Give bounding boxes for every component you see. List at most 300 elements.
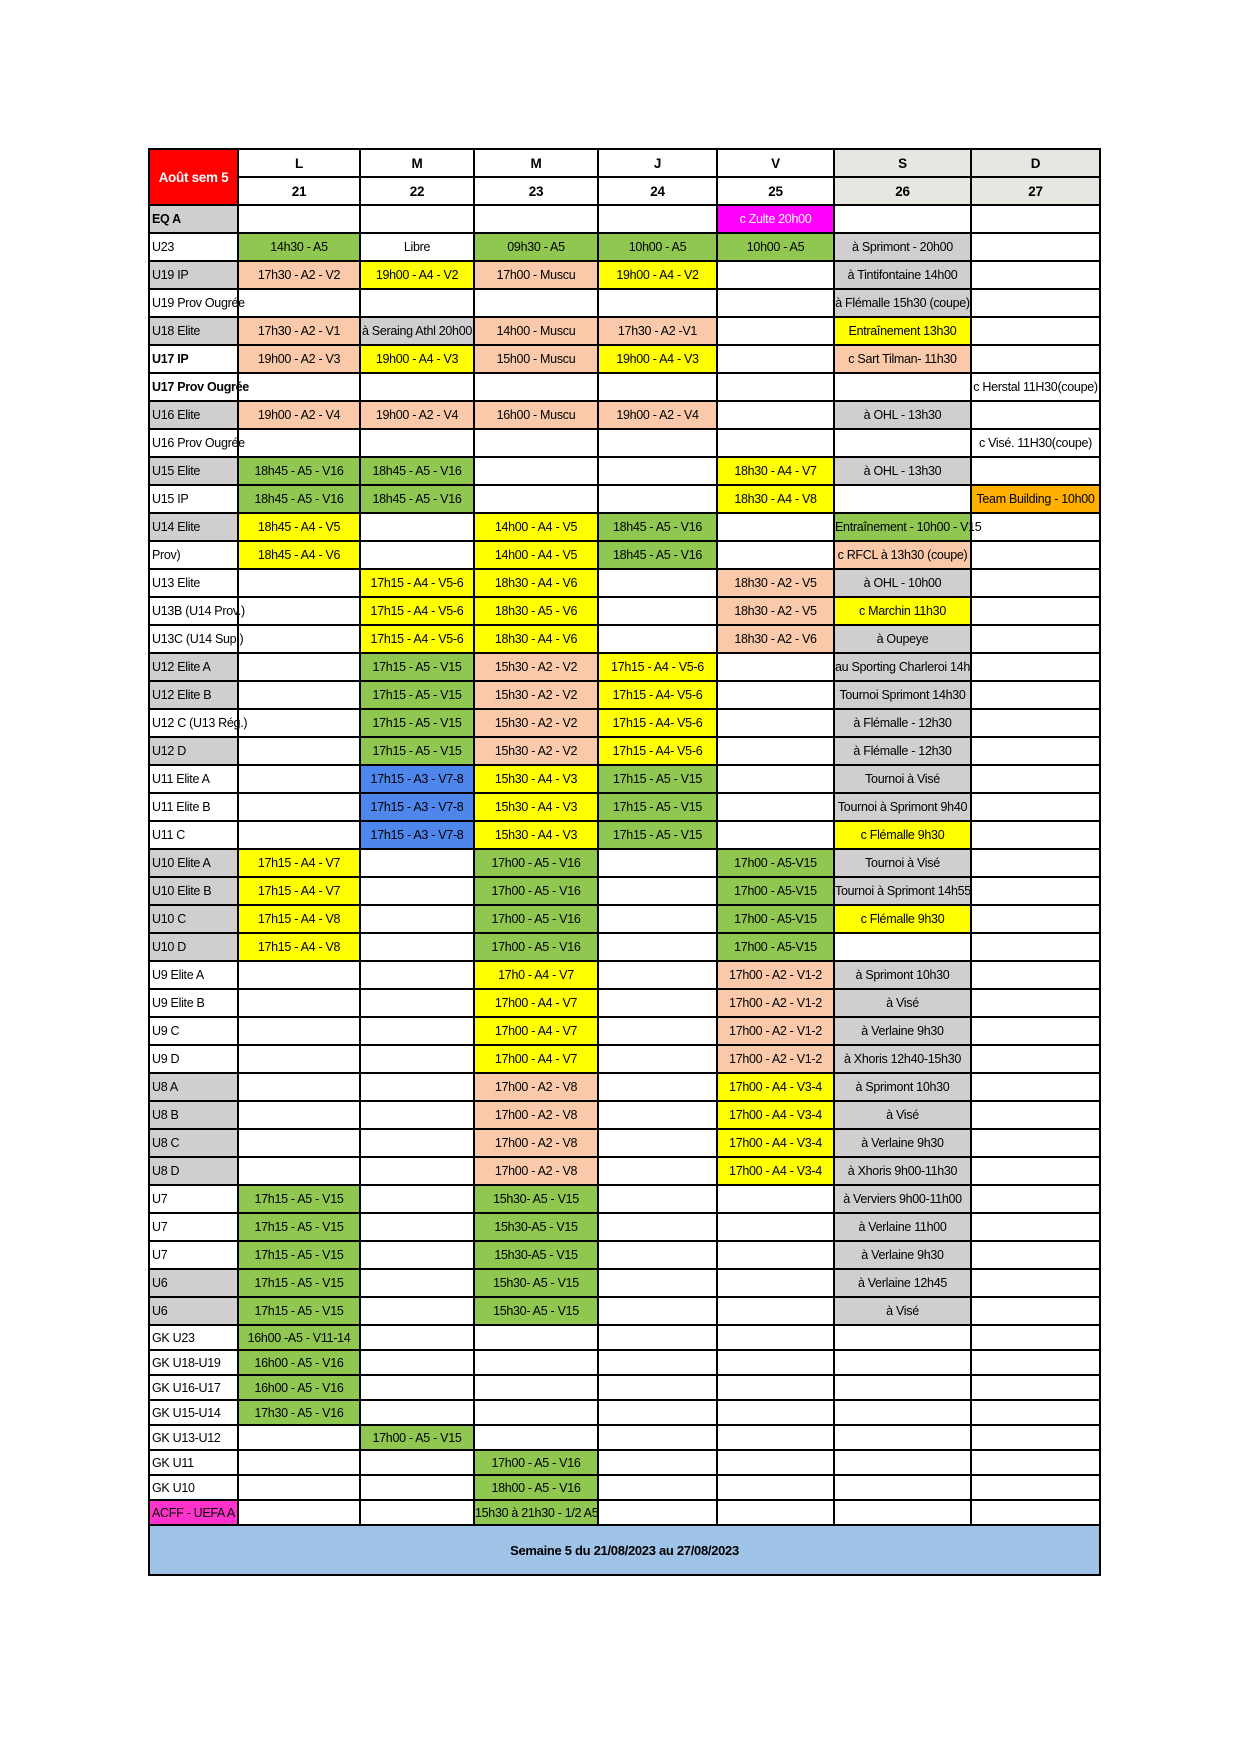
- session-cell: 17h15 - A4- V5-6: [598, 681, 717, 709]
- session-cell: [971, 1475, 1100, 1500]
- session-cell: 18h45 - A5 - V16: [238, 457, 360, 485]
- team-label: U8 C: [149, 1129, 238, 1157]
- session-cell: [238, 289, 360, 317]
- session-cell: 15h30 - A2 - V2: [474, 681, 598, 709]
- schedule-row: [149, 1375, 1100, 1400]
- session-cell: [971, 625, 1100, 653]
- team-label: U10 C: [149, 905, 238, 933]
- team-label: U10 D: [149, 933, 238, 961]
- schedule-row: [149, 961, 1100, 989]
- team-label: U12 Elite B: [149, 681, 238, 709]
- week-footer: Semaine 5 du 21/08/2023 au 27/08/2023: [149, 1525, 1100, 1575]
- session-cell: [717, 737, 834, 765]
- session-cell: [474, 429, 598, 457]
- session-cell: [360, 1500, 474, 1525]
- schedule-row: [149, 653, 1100, 681]
- session-cell: Tournoi à Visé: [834, 765, 971, 793]
- session-cell: [971, 513, 1100, 541]
- session-cell: [238, 765, 360, 793]
- session-cell: 18h30 - A2 - V5: [717, 597, 834, 625]
- session-cell: [971, 1213, 1100, 1241]
- session-cell: 17h15 - A5 - V15: [238, 1213, 360, 1241]
- session-cell: à Xhoris 12h40-15h30: [834, 1045, 971, 1073]
- session-cell: [834, 429, 971, 457]
- session-cell: [717, 653, 834, 681]
- session-cell: [238, 1101, 360, 1129]
- session-cell: [971, 933, 1100, 961]
- team-label: U10 Elite A: [149, 849, 238, 877]
- schedule-row: [149, 1350, 1100, 1375]
- session-cell: [474, 485, 598, 513]
- session-cell: 15h30 - A4 - V3: [474, 821, 598, 849]
- schedule-table: [148, 148, 1101, 1576]
- session-cell: 17h00 - A5 - V16: [474, 905, 598, 933]
- session-cell: [474, 1325, 598, 1350]
- schedule-row: [149, 625, 1100, 653]
- session-cell: 10h00 - A5: [598, 233, 717, 261]
- session-cell: c Sart Tilman- 11h30: [834, 345, 971, 373]
- team-label: U11 Elite B: [149, 793, 238, 821]
- session-cell: [971, 737, 1100, 765]
- session-cell: Entraînement 13h30: [834, 317, 971, 345]
- session-cell: 18h45 - A4 - V6: [238, 541, 360, 569]
- session-cell: 19h00 - A2 - V4: [360, 401, 474, 429]
- team-label: U16 Elite: [149, 401, 238, 429]
- session-cell: [971, 793, 1100, 821]
- session-cell: [971, 1375, 1100, 1400]
- session-cell: 16h00 - A5 - V16: [238, 1375, 360, 1400]
- session-cell: [360, 1213, 474, 1241]
- session-cell: 15h30 - A2 - V2: [474, 653, 598, 681]
- schedule-row: [149, 261, 1100, 289]
- session-cell: 19h00 - A4 - V2: [598, 261, 717, 289]
- session-cell: [971, 653, 1100, 681]
- session-cell: [598, 905, 717, 933]
- session-cell: [717, 541, 834, 569]
- session-cell: 17h15 - A5 - V15: [238, 1297, 360, 1325]
- session-cell: [971, 261, 1100, 289]
- session-cell: [360, 1475, 474, 1500]
- team-label: U23: [149, 233, 238, 261]
- session-cell: 14h00 - A4 - V5: [474, 513, 598, 541]
- session-cell: 17h00 - A4 - V7: [474, 1017, 598, 1045]
- team-label: Prov): [149, 541, 238, 569]
- session-cell: [598, 625, 717, 653]
- team-label: U12 Elite A: [149, 653, 238, 681]
- team-label: U11 C: [149, 821, 238, 849]
- session-cell: [971, 1350, 1100, 1375]
- schedule-row: [149, 1101, 1100, 1129]
- session-cell: 19h00 - A4 - V3: [360, 345, 474, 373]
- session-cell: [971, 877, 1100, 905]
- session-cell: [717, 373, 834, 401]
- schedule-row: [149, 1241, 1100, 1269]
- session-cell: 18h30 - A4 - V6: [474, 569, 598, 597]
- session-cell: [360, 1450, 474, 1475]
- session-cell: [474, 205, 598, 233]
- session-cell: [834, 933, 971, 961]
- session-cell: [598, 1045, 717, 1073]
- session-cell: [717, 289, 834, 317]
- session-cell: à OHL - 13h30: [834, 401, 971, 429]
- session-cell: [360, 1045, 474, 1073]
- session-cell: 15h30 à 21h30 - 1/2 A5: [474, 1500, 598, 1525]
- session-cell: c Marchin 11h30: [834, 597, 971, 625]
- session-cell: 17h15 - A4- V5-6: [598, 709, 717, 737]
- schedule-row: [149, 205, 1100, 233]
- session-cell: [971, 317, 1100, 345]
- session-cell: [238, 681, 360, 709]
- session-cell: Libre: [360, 233, 474, 261]
- session-cell: 17h15 - A4 - V5-6: [360, 569, 474, 597]
- session-cell: 17h0 - A4 - V7: [474, 961, 598, 989]
- session-cell: [834, 1325, 971, 1350]
- session-cell: Tournoi Sprimont 14h30: [834, 681, 971, 709]
- session-cell: 18h45 - A5 - V16: [598, 513, 717, 541]
- schedule-row: [149, 1450, 1100, 1475]
- schedule-row: [149, 877, 1100, 905]
- session-cell: [717, 317, 834, 345]
- header-days-row: [149, 149, 1100, 177]
- session-cell: Tournoi à Visé: [834, 849, 971, 877]
- session-cell: à Visé: [834, 1297, 971, 1325]
- session-cell: [717, 1475, 834, 1500]
- session-cell: [834, 1375, 971, 1400]
- session-cell: [971, 1450, 1100, 1475]
- day-header: J: [598, 149, 717, 177]
- team-label: U13C (U14 Sup.): [149, 625, 238, 653]
- session-cell: [717, 513, 834, 541]
- session-cell: 17h00 - A5 - V16: [474, 877, 598, 905]
- session-cell: 15h30 - A4 - V3: [474, 793, 598, 821]
- session-cell: 19h00 - A2 - V4: [238, 401, 360, 429]
- session-cell: [717, 345, 834, 373]
- session-cell: [971, 1269, 1100, 1297]
- session-cell: à Xhoris 9h00-11h30: [834, 1157, 971, 1185]
- session-cell: [834, 1425, 971, 1450]
- session-cell: 17h00 - A2 - V1-2: [717, 989, 834, 1017]
- session-cell: 09h30 - A5: [474, 233, 598, 261]
- session-cell: [598, 485, 717, 513]
- session-cell: 18h30 - A2 - V6: [717, 625, 834, 653]
- team-label: U13 Elite: [149, 569, 238, 597]
- session-cell: [474, 289, 598, 317]
- schedule-row: [149, 541, 1100, 569]
- session-cell: 17h15 - A5 - V15: [598, 765, 717, 793]
- session-cell: [971, 849, 1100, 877]
- team-label: ACFF - UEFA A: [149, 1500, 238, 1525]
- schedule-row: [149, 1269, 1100, 1297]
- session-cell: 17h15 - A5 - V15: [598, 793, 717, 821]
- team-label: U8 B: [149, 1101, 238, 1129]
- header-dates-row: [149, 177, 1100, 205]
- session-cell: [238, 737, 360, 765]
- session-cell: [238, 793, 360, 821]
- session-cell: 18h45 - A5 - V16: [598, 541, 717, 569]
- session-cell: 17h00 - A5 - V16: [474, 1450, 598, 1475]
- session-cell: [717, 1350, 834, 1375]
- session-cell: [971, 401, 1100, 429]
- session-cell: [971, 1157, 1100, 1185]
- session-cell: 16h00 - A5 - V16: [238, 1350, 360, 1375]
- session-cell: 17h00 - A5 - V15: [360, 1425, 474, 1450]
- session-cell: 17h00 - A5 - V16: [474, 933, 598, 961]
- session-cell: c Flémalle 9h30: [834, 905, 971, 933]
- session-cell: 17h15 - A4 - V8: [238, 905, 360, 933]
- session-cell: 17h15 - A5 - V15: [598, 821, 717, 849]
- session-cell: [238, 1073, 360, 1101]
- session-cell: 18h30 - A4 - V8: [717, 485, 834, 513]
- schedule-row: [149, 737, 1100, 765]
- session-cell: 15h30- A5 - V15: [474, 1269, 598, 1297]
- session-cell: [971, 961, 1100, 989]
- session-cell: 17h00 - A4 - V3-4: [717, 1157, 834, 1185]
- session-cell: 17h15 - A4 - V8: [238, 933, 360, 961]
- session-cell: à Sprimont 10h30: [834, 961, 971, 989]
- session-cell: [598, 457, 717, 485]
- schedule-row: [149, 989, 1100, 1017]
- session-cell: 18h30 - A2 - V5: [717, 569, 834, 597]
- session-cell: 15h30- A5 - V15: [474, 1185, 598, 1213]
- session-cell: [238, 625, 360, 653]
- session-cell: [598, 429, 717, 457]
- session-cell: 17h00 - A2 - V8: [474, 1073, 598, 1101]
- schedule-row: [149, 1325, 1100, 1350]
- session-cell: 18h45 - A5 - V16: [360, 457, 474, 485]
- session-cell: [598, 1017, 717, 1045]
- session-cell: 17h00 - A5-V15: [717, 905, 834, 933]
- session-cell: [598, 1400, 717, 1425]
- session-cell: à Verlaine 9h30: [834, 1017, 971, 1045]
- team-label: GK U23: [149, 1325, 238, 1350]
- session-cell: [971, 1073, 1100, 1101]
- schedule-sheet: [148, 148, 1099, 1576]
- session-cell: à Verviers 9h00-11h00: [834, 1185, 971, 1213]
- session-cell: [360, 1269, 474, 1297]
- day-header: D: [971, 149, 1100, 177]
- schedule-row: [149, 821, 1100, 849]
- schedule-row: [149, 401, 1100, 429]
- team-label: U9 D: [149, 1045, 238, 1073]
- team-label: U10 Elite B: [149, 877, 238, 905]
- date-header: 23: [474, 177, 598, 205]
- session-cell: [598, 1241, 717, 1269]
- schedule-row: [149, 1213, 1100, 1241]
- team-label: U12 D: [149, 737, 238, 765]
- session-cell: [598, 1350, 717, 1375]
- schedule-row: [149, 709, 1100, 737]
- session-cell: [598, 1375, 717, 1400]
- session-cell: 17h15 - A4 - V7: [238, 849, 360, 877]
- session-cell: c Visé. 11H30(coupe): [971, 429, 1100, 457]
- session-cell: [360, 513, 474, 541]
- session-cell: [717, 1425, 834, 1450]
- team-label: U7: [149, 1241, 238, 1269]
- session-cell: 17h00 - A2 - V8: [474, 1157, 598, 1185]
- session-cell: à Verlaine 12h45: [834, 1269, 971, 1297]
- session-cell: 17h15 - A3 - V7-8: [360, 793, 474, 821]
- team-label: U7: [149, 1213, 238, 1241]
- session-cell: 15h30 - A4 - V3: [474, 765, 598, 793]
- session-cell: [360, 933, 474, 961]
- session-cell: [598, 289, 717, 317]
- session-cell: [238, 597, 360, 625]
- session-cell: [598, 1213, 717, 1241]
- team-label: U17 Prov Ougrée: [149, 373, 238, 401]
- session-cell: 18h00 - A5 - V16: [474, 1475, 598, 1500]
- session-cell: [834, 1500, 971, 1525]
- session-cell: [717, 1241, 834, 1269]
- session-cell: [971, 1241, 1100, 1269]
- team-label: U15 IP: [149, 485, 238, 513]
- team-label: EQ A: [149, 205, 238, 233]
- session-cell: [971, 681, 1100, 709]
- date-header: 25: [717, 177, 834, 205]
- session-cell: [834, 205, 971, 233]
- team-label: U7: [149, 1185, 238, 1213]
- session-cell: Tournoi à Sprimont 14h55: [834, 877, 971, 905]
- session-cell: 17h15 - A5 - V15: [360, 653, 474, 681]
- session-cell: 17h00 - Muscu: [474, 261, 598, 289]
- session-cell: Entraînement - 10h00 - V15: [834, 513, 971, 541]
- session-cell: Team Building - 10h00: [971, 485, 1100, 513]
- session-cell: 17h30 - A5 - V16: [238, 1400, 360, 1425]
- session-cell: 17h00 - A2 - V1-2: [717, 1017, 834, 1045]
- session-cell: [717, 401, 834, 429]
- day-header: M: [360, 149, 474, 177]
- session-cell: [598, 961, 717, 989]
- team-label: GK U18-U19: [149, 1350, 238, 1375]
- session-cell: à Flémalle - 12h30: [834, 709, 971, 737]
- session-cell: [238, 373, 360, 401]
- session-cell: 10h00 - A5: [717, 233, 834, 261]
- session-cell: [360, 541, 474, 569]
- team-label: U16 Prov Ougrée: [149, 429, 238, 457]
- session-cell: 19h00 - A2 - V3: [238, 345, 360, 373]
- session-cell: 17h15 - A3 - V7-8: [360, 765, 474, 793]
- session-cell: 17h00 - A2 - V8: [474, 1101, 598, 1129]
- session-cell: [360, 1375, 474, 1400]
- session-cell: [598, 933, 717, 961]
- session-cell: [238, 429, 360, 457]
- session-cell: [717, 709, 834, 737]
- session-cell: 17h15 - A5 - V15: [360, 681, 474, 709]
- session-cell: [360, 1241, 474, 1269]
- session-cell: 18h45 - A5 - V16: [360, 485, 474, 513]
- session-cell: [971, 457, 1100, 485]
- session-cell: [598, 1185, 717, 1213]
- session-cell: 17h00 - A4 - V3-4: [717, 1129, 834, 1157]
- schedule-row: [149, 765, 1100, 793]
- session-cell: 17h00 - A4 - V7: [474, 1045, 598, 1073]
- session-cell: [360, 1325, 474, 1350]
- session-cell: [474, 1425, 598, 1450]
- session-cell: [971, 345, 1100, 373]
- session-cell: [238, 569, 360, 597]
- session-cell: [717, 1450, 834, 1475]
- session-cell: [598, 1101, 717, 1129]
- session-cell: 17h30 - A2 - V1: [238, 317, 360, 345]
- session-cell: [238, 1475, 360, 1500]
- session-cell: 17h15 - A5 - V15: [360, 737, 474, 765]
- session-cell: [971, 1045, 1100, 1073]
- session-cell: [598, 1297, 717, 1325]
- session-cell: [598, 373, 717, 401]
- session-cell: 17h15 - A4 - V5-6: [360, 625, 474, 653]
- session-cell: 18h30 - A4 - V7: [717, 457, 834, 485]
- schedule-row: [149, 597, 1100, 625]
- session-cell: à Sprimont - 20h00: [834, 233, 971, 261]
- schedule-row: [149, 1425, 1100, 1450]
- session-cell: 15h00 - Muscu: [474, 345, 598, 373]
- session-cell: 17h00 - A2 - V8: [474, 1129, 598, 1157]
- session-cell: [238, 1129, 360, 1157]
- session-cell: [834, 485, 971, 513]
- session-cell: 17h15 - A4 - V5-6: [360, 597, 474, 625]
- session-cell: 17h00 - A2 - V1-2: [717, 1045, 834, 1073]
- session-cell: [971, 289, 1100, 317]
- session-cell: [238, 989, 360, 1017]
- session-cell: à Flémalle 15h30 (coupe): [834, 289, 971, 317]
- schedule-row: [149, 905, 1100, 933]
- session-cell: [238, 1500, 360, 1525]
- session-cell: [717, 1375, 834, 1400]
- team-label: U9 C: [149, 1017, 238, 1045]
- session-cell: [971, 597, 1100, 625]
- session-cell: [834, 1400, 971, 1425]
- session-cell: [717, 1325, 834, 1350]
- session-cell: [971, 1500, 1100, 1525]
- schedule-row: [149, 793, 1100, 821]
- day-header: S: [834, 149, 971, 177]
- session-cell: 17h15 - A3 - V7-8: [360, 821, 474, 849]
- session-cell: [598, 569, 717, 597]
- session-cell: [598, 1325, 717, 1350]
- session-cell: 15h30- A5 - V15: [474, 1297, 598, 1325]
- team-label: U9 Elite A: [149, 961, 238, 989]
- session-cell: à Visé: [834, 1101, 971, 1129]
- team-label: U19 Prov Ougrée: [149, 289, 238, 317]
- session-cell: [238, 1045, 360, 1073]
- session-cell: 17h00 - A5-V15: [717, 877, 834, 905]
- session-cell: [360, 1129, 474, 1157]
- session-cell: [238, 1017, 360, 1045]
- session-cell: [238, 1425, 360, 1450]
- session-cell: à OHL - 13h30: [834, 457, 971, 485]
- session-cell: [834, 1475, 971, 1500]
- team-label: GK U11: [149, 1450, 238, 1475]
- session-cell: [598, 1500, 717, 1525]
- schedule-row: [149, 681, 1100, 709]
- session-cell: [598, 1425, 717, 1450]
- date-header: 24: [598, 177, 717, 205]
- session-cell: [360, 905, 474, 933]
- schedule-row: [149, 1185, 1100, 1213]
- session-cell: 17h00 - A4 - V7: [474, 989, 598, 1017]
- session-cell: 17h00 - A5-V15: [717, 933, 834, 961]
- team-label: U6: [149, 1297, 238, 1325]
- team-label: U19 IP: [149, 261, 238, 289]
- schedule-row: [149, 933, 1100, 961]
- session-cell: 15h30 - A2 - V2: [474, 709, 598, 737]
- session-cell: [360, 1073, 474, 1101]
- team-label: U8 A: [149, 1073, 238, 1101]
- schedule-row: [149, 233, 1100, 261]
- sheet-title: Août sem 5: [149, 149, 238, 205]
- session-cell: 17h15 - A5 - V15: [238, 1185, 360, 1213]
- session-cell: [598, 597, 717, 625]
- session-cell: [360, 849, 474, 877]
